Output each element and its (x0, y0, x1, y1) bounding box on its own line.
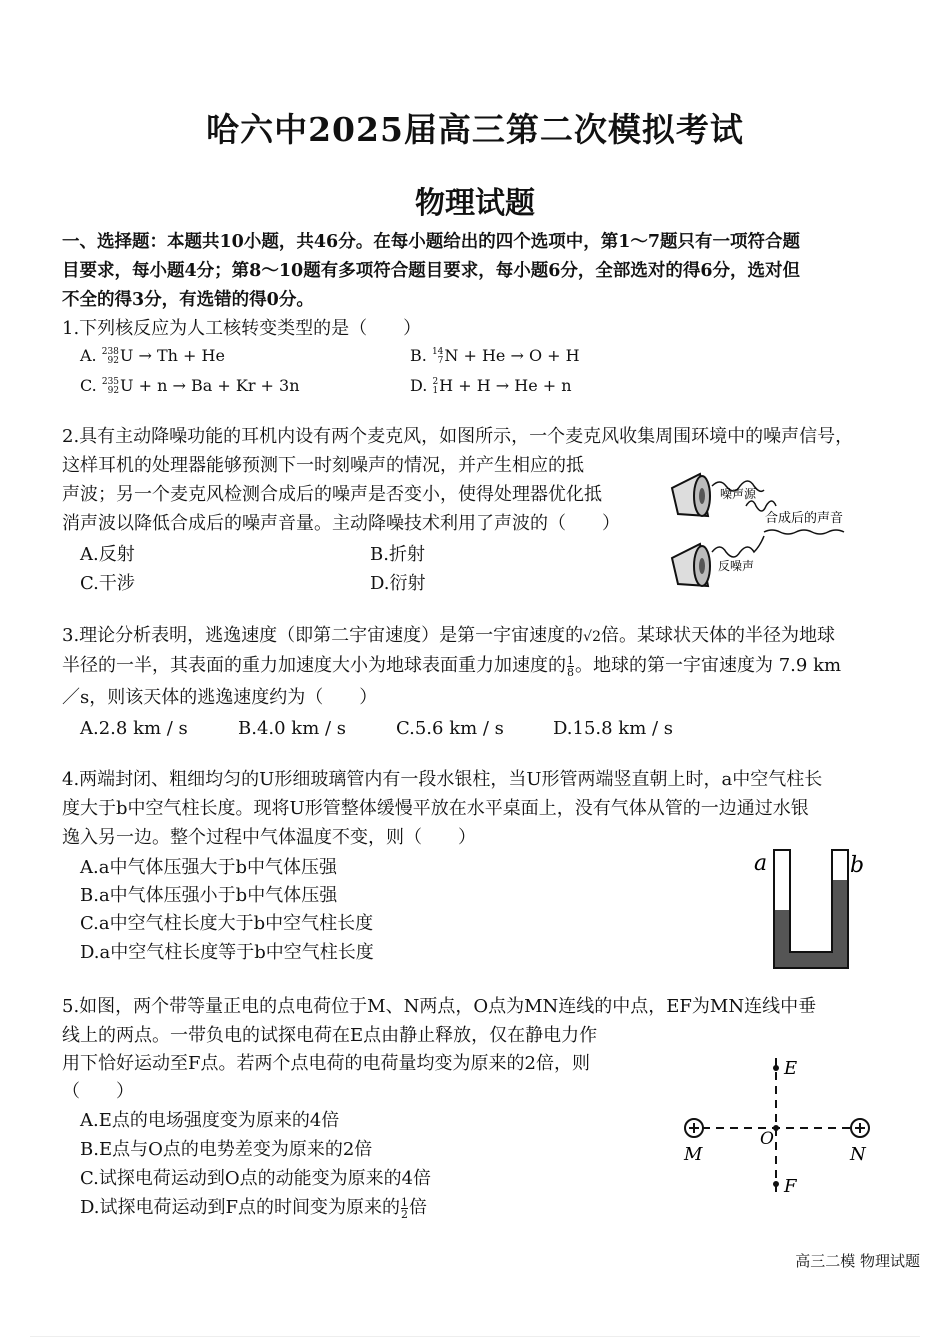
anti-noise-wave (712, 536, 764, 557)
q4-line-2: 度大于b中空气柱长度。现将U形管整体缓慢平放在水平桌面上，没有气体从管的一边通过水银 (62, 798, 809, 819)
q5-option-c: C.试探电荷运动到O点的动能变为原来的4倍 (80, 1168, 432, 1189)
q3-sqrt: √2 (583, 629, 601, 645)
q2-option-a: A.反射 (80, 544, 135, 565)
point-e (773, 1065, 779, 1071)
point-f (773, 1181, 779, 1187)
speaker-top-icon (672, 474, 710, 516)
q2-option-d: D.衍射 (370, 573, 426, 594)
q3-line-2 (62, 652, 841, 680)
q3-option-c: C.5.6 km / s (396, 718, 504, 739)
q1-option-b (410, 344, 580, 368)
section-instructions-line-1: 一、选择题：本题共10小题，共46分。在每小题给出的四个选项中，第1～7题只有一项符合题 (62, 232, 801, 252)
combined-wave (746, 501, 776, 511)
q2-line-4: 消声波以降低合成后的噪声音量。主动降噪技术利用了声波的（ ） (62, 513, 620, 534)
q2-option-b: B.折射 (370, 544, 425, 565)
q5-option-d-suffix: 倍 (409, 1197, 427, 1218)
exam-subtitle: 物理试题 (415, 186, 535, 221)
q1-stem: 1.下列核反应为人工核转变类型的是（ ） (62, 318, 422, 339)
q3-option-d: D.15.8 km / s (553, 718, 674, 739)
q5-line-2: 线上的两点。一带负电的试探电荷在E点由静止释放，仅在静电力作 (62, 1025, 598, 1046)
charge-m-icon (685, 1119, 703, 1137)
q5-option-d-fraction (401, 1197, 408, 1220)
fig-label-f: F (784, 1176, 797, 1197)
exam-title: 哈六中2025届高三第二次模拟考试 (206, 110, 744, 149)
q3-line-2-a: 半径的一半，其表面的重力加速度大小为地球表面重力加速度的 (62, 655, 566, 676)
fig-noise-label: 噪声源 (720, 487, 757, 501)
q1-option-c (80, 374, 300, 398)
q2-line-2: 这样耳机的处理器能够预测下一时刻噪声的情况，并产生相应的抵 (62, 455, 584, 476)
q3-option-b: B.4.0 km / s (238, 718, 347, 739)
nuclide-u235: 235 92 (101, 376, 120, 396)
q2-line-3: 声波；另一个麦克风检测合成后的噪声是否变小，使得处理器优化抵 (62, 484, 602, 505)
q1-option-a-label: A. (80, 346, 97, 365)
page-footer: 高三二模 物理试题 (795, 1252, 920, 1270)
q3-line-1-b: 倍。某球状天体的半径为地球 (601, 625, 835, 646)
q4-line-3: 逸入另一边。整个过程中气体温度不变，则（ ） (62, 827, 476, 848)
q5-option-d-text: D.试探电荷运动到F点的时间变为原来的 (80, 1197, 400, 1218)
fig-combined-label: 合成后的声音 (765, 511, 844, 526)
fig-label-n: N (850, 1144, 866, 1165)
q5-option-d (80, 1194, 427, 1222)
fig-label-o: O (760, 1129, 774, 1149)
q1-option-a (80, 344, 225, 368)
q5-frac-num: 1 (401, 1195, 408, 1209)
fig-label-a: a (754, 851, 768, 876)
q4-option-a: A.a中气体压强大于b中气体压强 (80, 857, 337, 878)
mercury-column (774, 880, 848, 968)
q1-option-c-equation: U + n → Ba + Kr + 3n (120, 376, 300, 395)
q5-option-a: A.E点的电场强度变为原来的4倍 (80, 1110, 340, 1131)
q3-line-2-b: 。地球的第一宇宙速度为 7.9 km (575, 655, 842, 676)
charge-n-icon (851, 1119, 869, 1137)
q4-option-b: B.a中气体压强小于b中气体压强 (80, 885, 338, 906)
q3-line-1-a: 3.理论分析表明，逃逸速度（即第二宇宙速度）是第一宇宙速度的 (62, 625, 584, 646)
q4-option-c: C.a中空气柱长度大于b中空气柱长度 (80, 913, 374, 934)
fig-label-e: E (784, 1058, 798, 1079)
q5-line-3: 用下恰好运动至F点。若两个点电荷的电荷量均变为原来的2倍，则 (62, 1053, 590, 1074)
u-tube-figure (748, 840, 878, 976)
fig-label-m: M (684, 1144, 703, 1165)
bottom-rule (30, 1336, 920, 1337)
nuclide-h2: 2 1 (432, 376, 439, 396)
q1-option-d-label: D. (410, 376, 428, 395)
q1-option-d (410, 374, 572, 398)
q3-option-a: A.2.8 km / s (80, 718, 188, 739)
q2-line-1: 2.具有主动降噪功能的耳机内设有两个麦克风，如图所示，一个麦克风收集周围环境中的噪声信号， (62, 426, 854, 447)
q1-option-d-equation: H + H → He + n (439, 376, 572, 395)
q1-option-c-label: C. (80, 376, 97, 395)
section-instructions-line-2: 目要求，每小题4分；第8～10题有多项符合题目要求，每小题6分，全部选对的得6分，选对但 (62, 261, 801, 281)
nuclide-n14: 14 7 (431, 346, 444, 366)
charges-figure (676, 1050, 886, 1200)
nuclide-u238: 238 92 (101, 346, 119, 366)
result-wave (764, 530, 844, 534)
q5-line-4: （ ） (62, 1081, 134, 1102)
q5-frac-den: 2 (401, 1207, 408, 1221)
speaker-bottom-icon (672, 544, 710, 586)
q3-frac-num: 1 (567, 653, 574, 667)
q3-frac-den: 8 (567, 665, 574, 679)
q1-option-a-equation: U → Th + He (119, 346, 225, 365)
q4-option-d: D.a中空气柱长度等于b中空气柱长度 (80, 942, 374, 963)
q5-option-b: B.E点与O点的电势差变为原来的2倍 (80, 1139, 373, 1160)
section-instructions-line-3: 不全的得3分，有选错的得0分。 (62, 290, 314, 310)
q1-option-b-label: B. (410, 346, 427, 365)
fig-anti-label: 反噪声 (718, 559, 755, 573)
q3-line-3: ／s，则该天体的逃逸速度约为（ ） (62, 687, 378, 708)
noise-cancel-figure (660, 466, 890, 596)
q1-option-b-equation: N + He → O + H (444, 346, 580, 365)
q3-fraction (567, 655, 574, 678)
fig-label-b: b (850, 853, 865, 878)
q2-option-c: C.干涉 (80, 573, 135, 594)
q3-line-1 (62, 622, 835, 651)
q5-line-1: 5.如图，两个带等量正电的点电荷位于M、N两点，O点为MN连线的中点，EF为MN连线中垂 (62, 996, 817, 1017)
q4-line-1: 4.两端封闭、粗细均匀的U形细玻璃管内有一段水银柱，当U形管两端竖直朝上时，a中空气柱长 (62, 769, 823, 790)
